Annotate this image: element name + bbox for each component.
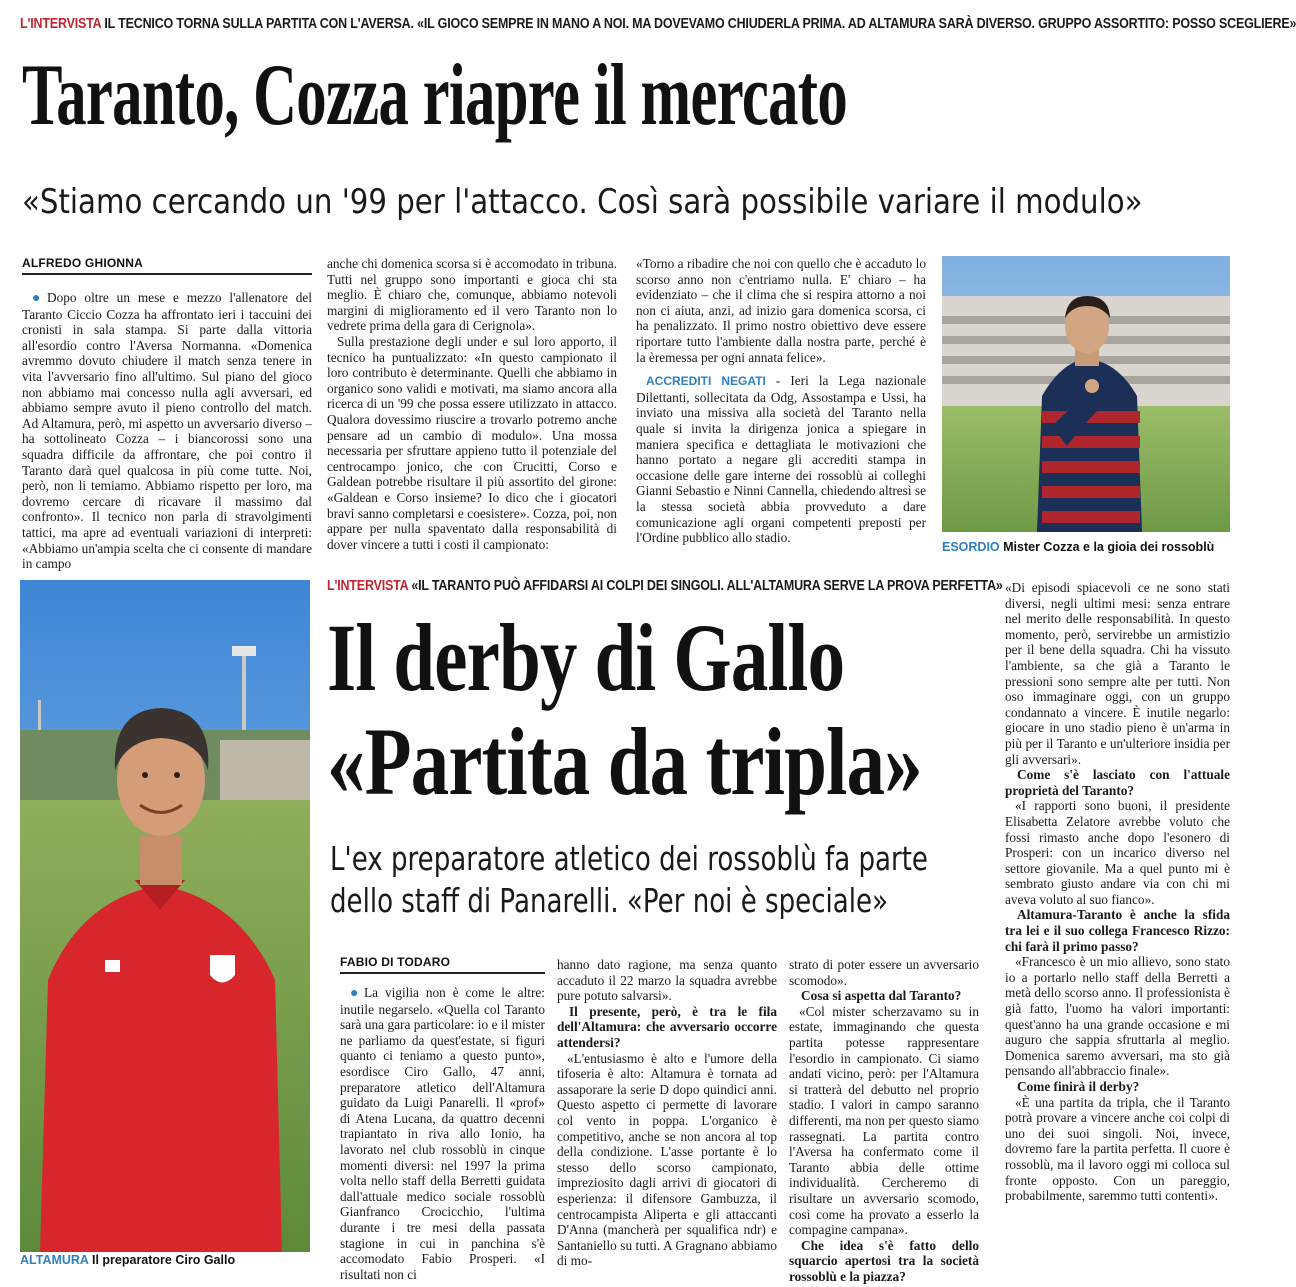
top-col3-subhead: ACCREDITI NEGATI: [646, 374, 766, 389]
bottom-col4-p1: «Di episodi spiacevoli ce ne sono stati diversi, negli ultimi mesi: senza entrare nel merito delle responsabilità. In questo momento, però, servirebbe un armistizio per il bene della squadra. Chi ha vissuto l'ambiente, sa che già a Taranto le pressioni sono sempre alte per tutti. Non oso immaginare oggi, con un gruppo condannato a vincere. È inutile negarlo: giocare in uno stadio pieno è un'arma in più per il Taranto e un'ulteriore insidia per gli avversari».: [1005, 580, 1230, 767]
gallo-photo: [20, 580, 310, 1252]
top-headline: Taranto, Cozza riapre il mercato: [22, 47, 848, 144]
bottom-byline: FABIO DI TODARO: [340, 955, 545, 974]
bottom-col2-p1: hanno dato ragione, ma senza quanto accaduto il 22 marzo la squadra avrebbe pure potuto salvarsi».: [557, 957, 777, 1004]
top-kicker-tag: L'INTERVISTA: [20, 16, 102, 32]
top-col2-p1: anche chi domenica scorsa si è accomodato in tribuna. Tutti nel gruppo sono importanti e gioca chi sta meglio. È chiaro che, comunque, abbiamo notevoli margini di miglioramento ed il vero Taranto non lo vedrete prima della gara di Cerignola».: [327, 256, 617, 334]
bottom-column-1: [340, 985, 545, 1282]
bottom-col4-p4: «È una partita da tripla, che il Taranto potrà provare a vincere anche coi colpi di uno dei suoi singoli. Noi, invece, dovremo fare la partita perfetta. Il cuore è rossoblù, ma il lavoro oggi mi colloca sul fronte opposto. Con un pareggio, probabilmente, saremmo tutti contenti».: [1005, 1094, 1230, 1204]
bottom-col1-text: La vigilia non è come le altre: inutile negarselo. «Quella col Taranto sarà una gara particolare: io e il mister ne parliamo da quest'estate, si figuri quanto ci teniamo a questo punto», esordisce Ciro Gallo, 47 anni, preparatore atletico dell'Altamura guidato da Luigi Panarelli. Il «prof» di Atena Lucana, da quattro decenni trapiantato in riva allo Ionio, ha lavorato nel club rossoblù in cinque momenti diversi: nel 1997 la prima volta nello staff della Berretti guidata dall'attuale medico sociale rossoblù Gianfranco Crocicchio, l'ultima durante i tre mesi della passata stagione in cui in panchina s'è accomodato Fabio Prosperi. «I risultati non ci: [340, 985, 545, 1282]
top-column-3: [636, 256, 926, 556]
bottom-col4-question3: Come finirà il derby?: [1017, 1079, 1140, 1094]
top-col3-p2: - Ieri la Lega nazionale Dilettanti, sollecitata da Odg, Assostampa e Ussi, ha inviato una missiva alla società del Taranto nella quale si invita la dirigenza jonica a spiegare in maniera specifica e dettagliata le motivazioni che hanno portato a negare gli accrediti stampa in occasione delle gare interne dei rossoblù ai colleghi Gianni Sebastio e Ninni Cannella, chiedendo altresì se la stessa società abbia provveduto a dare comunicazione agli organi competenti preposti per l'Ordine pubblico allo stadio.: [636, 373, 927, 546]
bottom-column-2: [557, 957, 777, 1270]
top-column-2: [327, 256, 617, 556]
top-column-1: [22, 290, 312, 572]
coach-photo-image: [942, 256, 1230, 532]
bottom-col4-p2: «I rapporti sono buoni, il presidente Elisabetta Zelatore avrebbe voluto che fossi rimasto anche dopo l'esonero di Prosperi: con un incarico diverso nel settore giovanile. Ma a quel punto mi è sembrato giusto andare via con chi mi aveva voluto al suo fianco».: [1005, 798, 1230, 907]
gallo-caption-tag: ALTAMURA: [20, 1253, 89, 1267]
bottom-col3-p1: strato di poter essere un avversario scomodo».: [789, 957, 979, 988]
bottom-col3-question1: Cosa si aspetta dal Taranto?: [801, 988, 962, 1004]
coach-photo-caption: [942, 540, 1214, 554]
bottom-column-4: [1005, 580, 1230, 1270]
bottom-col2-p2: «L'entusiasmo è alto e l'umore della tifoseria è alto: Altamura è tornata ad assaporare la serie D dopo quindici anni. Questo aspetto ci permette di lavorare col vento in poppa. L'organico è competitivo, anche se non ancora al top della condizione. L'asse portante è lo stesso dello scorso campionato, impreziosito dagli arrivi di giocatori di esperienza: il difensore Gambuzza, il centrocampista Aliperta e gli attaccanti D'Anna (mancherà per squalifica ndr) e Santaniello su tutti. A Gragnano abbiamo di mo-: [557, 1050, 777, 1269]
top-deck: «Stiamo cercando un '99 per l'attacco. Così sarà possibile variare il modulo»: [22, 182, 1143, 222]
top-byline: ALFREDO GHIONNA: [22, 256, 312, 275]
gallo-caption-text: Il preparatore Ciro Gallo: [91, 1253, 236, 1267]
bullet-icon: ●: [32, 291, 46, 306]
bottom-col3-question2: Che idea s'è fatto dello squarcio apertosi tra la società rossoblù e la piazza?: [789, 1237, 979, 1284]
top-col3-p1: «Torno a ribadire che noi con quello che è accaduto lo scorso anno non c'entriamo nulla. E' chiaro – ha evidenziato – che il clima che si respira attorno a noi non ci aiuta, anzi, ad inizio gara domenica scorsa, ci ha penalizzato. Il primo nostro obiettivo deve essere riportare tutto l'ambiente dalla nostra parte, perché è la èremessa per ogni annata felice».: [636, 256, 926, 365]
bottom-col2-question1: Il presente, però, è tra le fila dell'Altamura: che avversario occorre attendersi?: [557, 1003, 777, 1050]
bottom-headline-line1: Il derby di Gallo: [327, 604, 845, 711]
gallo-photo-image: [20, 580, 310, 1252]
bottom-kicker: [327, 578, 1003, 594]
coach-photo: [942, 256, 1230, 532]
bottom-deck-line2: dello staff di Panarelli. «Per noi è speciale»: [330, 881, 888, 920]
bottom-kicker-tag: L'INTERVISTA: [327, 578, 409, 594]
bottom-kicker-text: «IL TARANTO PUÒ AFFIDARSI AI COLPI DEI SINGOLI. ALL'ALTAMURA SERVE LA PROVA PERFETTA»: [411, 578, 1003, 594]
bottom-col4-question1: Come s'è lasciato con l'attuale proprietà del Taranto?: [1005, 767, 1230, 798]
bottom-headline-line2: «Partita da tripla»: [327, 708, 922, 815]
bottom-col3-p2: «Col mister scherzavamo su in estate, immaginando che questa partita potesse rappresentare l'esordio in campionato. Ci siamo andati vicino, però: per l'Altamura si tratterà del debutto nel proprio stadio. I valori in campo saranno differenti, ma non per questo siamo rassegnati. La partita contro l'Aversa ha confermato come il Taranto abbia delle ottime individualità. Cercheremo di risultare un avversario scomodo, così come ha provato a esserlo la compagine campana».: [789, 1003, 979, 1238]
top-kicker-text: IL TECNICO TORNA SULLA PARTITA CON L'AVERSA. «IL GIOCO SEMPRE IN MANO A NOI. MA DOVEVAMO CHIUDERLA PRIMA. AD ALTAMURA SARÀ DIVERSO. GRUPPO ASSORTITO: POSSO SCEGLIERE»: [104, 16, 1296, 32]
gallo-photo-caption: [20, 1253, 235, 1267]
top-col1-text: Dopo oltre un mese e mezzo l'allenatore del Taranto Ciccio Cozza ha affrontato ieri i taccuini dei cronisti in sala stampa. Si parte dalla vittoria all'esordio contro l'Aversa Normanna. «Domenica avremmo dovuto chiudere il match senza tenere in vita l'avversario fino all'ultimo. Sul piano del gioco non abbiamo mai concesso nulla agli avversari, ed abbiamo sempre avuto il pieno controllo del match. Ad Altamura, però, mi aspetto un avversario diverso – ha sottolineato Cozza – i biancorossi sono una squadra difficile da affrontare, che poi contro il Taranto darà quel qualcosa in più come tutte. Noi, però, non li temiamo. Abbiamo rispetto per loro, ma dovremo cercare di ricavare il massimo dal confronto». Il tecnico non parla di stravolgimenti tattici, ma apre ad eventuali variazioni di interpreti: «Abbiamo un'ampia scelta che ci consente di mandare in campo: [22, 290, 312, 572]
bottom-column-3: [789, 957, 979, 1284]
top-col2-p2: Sulla prestazione degli under e sul loro apporto, il tecnico ha puntualizzato: «In questo campionato il loro contributo è determinante. Quelli che abbiamo in organico sono validi e motivati, ma siamo ancora alla ricerca di un '99 che possa essere utilizzato in attacco. Qualora dovessimo riuscire a trovarlo potremo anche pensare ad un cambio di modulo». Una mossa necessaria per sfruttare appieno tutto il potenziale del centrocampo jonico, che con Crucitti, Corso e Galdean potrebbe risultare il più assortito del girone: «Galdean e Corso insieme? Io dico che i giocatori bravi sanno completarsi e coesistere». Cozza, poi, non appare per nulla spaventato dalla responsabilità di dover vincere a tutti i costi il campionato:: [327, 333, 617, 552]
bullet-icon: ●: [350, 986, 363, 1001]
bottom-col4-p3: «Francesco è un mio allievo, sono stato io a portarlo nello staff della Berretti a metà dello scorso anno. Il professionista è già fatto, l'uomo ha valori importanti: quest'anno ha una grande occasione e mi auguro che sappia sfruttarla al meglio. Domenica saremo avversari, ma sto già pensando all'abbraccio finale».: [1005, 954, 1230, 1079]
top-kicker: [20, 16, 1296, 32]
coach-caption-text: Mister Cozza e la gioia dei rossoblù: [1003, 540, 1215, 554]
coach-caption-tag: ESORDIO: [942, 540, 1000, 554]
bottom-deck-line1: L'ex preparatore atletico dei rossoblù fa parte: [330, 839, 928, 878]
bottom-col4-question2: Altamura-Taranto è anche la sfida tra lei e il suo collega Francesco Rizzo: chi farà il primo passo?: [1005, 907, 1230, 954]
